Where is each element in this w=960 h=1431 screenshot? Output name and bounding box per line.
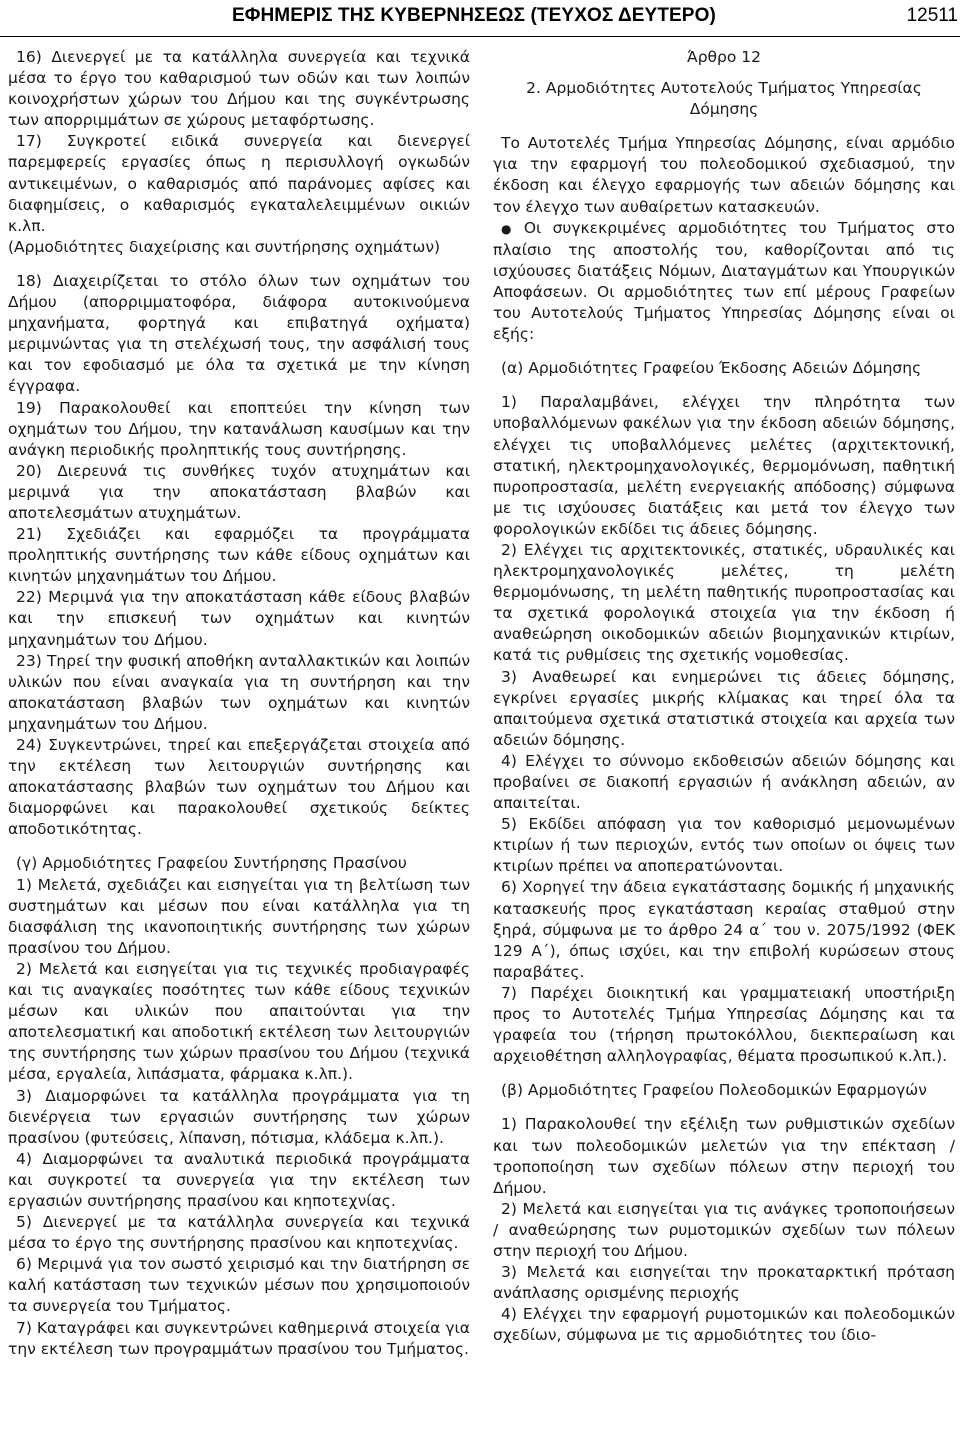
paragraph-23: 23) Τηρεί την φυσική αποθήκη ανταλλακτικών και λοιπών υλικών που είναι αναγκαία για τη συντήρηση και την αποκατάσταση βλαβών των οχημάτων και κινητών μηχανημάτων του Δήμου. <box>8 651 470 733</box>
green-item-2: 2) Μελετά και εισηγείται για τις τεχνικές προδιαγραφές και τις αναγκαίες ποσότητες των κάθε είδους τεχνικών μέσων και υλικών που απαιτούνται για την αποτελεσματική και αποδοτική εκτέλεση των λειτουργιών της συντήρησης των χώρων πρασίνου του Δήμου (τεχνικά μέσα, εργαλεία, λιπάσματα, φάρμακα κ.λπ.). <box>8 959 470 1084</box>
article-intro: Το Αυτοτελές Τμήμα Υπηρεσίας Δόμησης, είναι αρμόδιο για την εφαρμογή του πολεοδομικού σχεδιασμού, την έκδοση και έλεγχο εφαρμογής των αδειών δόμησης και τον έλεγχο των αυθαίρετων κατασκευών. <box>493 134 955 216</box>
article-subtitle: 2. Αρμοδιότητες Αυτοτελούς Τμήματος Υπηρεσίας Δόμησης <box>526 79 922 119</box>
paragraph-21: 21) Σχεδιάζει και εφαρμόζει τα προγράμματα προληπτικής συντήρησης των κάθε είδους οχημάτων και κινητών μηχανημάτων του Δήμου. <box>8 525 470 586</box>
paragraph-22: 22) Μεριμνά για την αποκατάσταση κάθε είδους βλαβών και την επισκευή των οχημάτων και κινητών μηχανημάτων του Δήμου. <box>8 588 470 649</box>
green-item-6: 6) Μεριμνά για τον σωστό χειρισμό και την διατήρηση σε καλή κατάσταση των τεχνικών μέσων που χρησιμοποιούν τα συνεργεία του Τμήματος. <box>8 1255 470 1316</box>
permits-item-2: 2) Ελέγχει τις αρχιτεκτονικές, στατικές, υδραυλικές και ηλεκτρομηχανολογικές μελέτες, τη μελέτη θερμομόνωσης, τη μελέτη παθητικής πυροπροστασίας και τα σχετικά φορολογικά στοιχεία για την έκδοση ή αναθεώρηση οικοδομικών αδειών βιομηχανικών κτιρίων, κατά τις ρυθμίσεις της σχετικής νομοθεσίας. <box>493 540 955 665</box>
bullet-paragraph <box>493 218 955 346</box>
permits-item-4: 4) Ελέγχει το σύννομο εκδοθεισών αδειών δόμησης και προβαίνει σε διακοπή εργασιών ή ανάκληση αδειών, αν απαιτείται. <box>493 751 955 813</box>
section-heading-planning: (β) Αρμοδιότητες Γραφείου Πολεοδομικών Εφαρμογών <box>501 1081 927 1100</box>
running-header <box>0 0 960 37</box>
paragraph-24: 24) Συγκεντρώνει, τηρεί και επεξεργάζεται στοιχεία από την εκτέλεση των λειτουργιών συντήρησης και αποκατάστασης βλαβών των οχημάτων του Δήμου και διαμορφώνει και παρακολουθεί σχετικούς δείκτες αποδοτικότητας. <box>8 736 470 839</box>
section-heading-permits: (α) Αρμοδιότητες Γραφείου Έκδοσης Αδειών Δόμησης <box>501 359 922 378</box>
gazette-title: ΕΦΗΜΕΡΙΣ ΤΗΣ ΚΥΒΕΡΝΗΣΕΩΣ (ΤΕΥΧΟΣ ΔΕΥΤΕΡΟ) <box>232 5 716 26</box>
green-item-5: 5) Διενεργεί με τα κατάλληλα συνεργεία και τεχνικά μέσα το έργο της συντήρησης πρασίνου και κηποτεχνίας. <box>8 1213 470 1253</box>
planning-item-1: 1) Παρακολουθεί την εξέλιξη των ρυθμιστικών σχεδίων και των πολεοδομικών μελετών για την επέκταση / τροποποίηση των σχεδίων πόλεων στην περιοχή του Δήμου. <box>493 1115 955 1197</box>
green-item-1: 1) Μελετά, σχεδιάζει και εισηγείται για τη βελτίωση των συστημάτων και μέσων που είναι κατάλληλα για τη διασφάλιση της ικανοποιητικής συντήρησης των χώρων πρασίνου του Δήμου. <box>8 875 470 957</box>
section-heading-green: (γ) Αρμοδιότητες Γραφείου Συντήρησης Πρασίνου <box>16 854 407 873</box>
permits-item-6: 6) Χορηγεί την άδεια εγκατάστασης δομικής ή μηχανικής κατασκευής προς εγκατάσταση κεραίας σταθμού στην ξηρά, σύμφωνα με το άρθρο 24 α΄ του ν. 2075/1992 (ΦΕΚ 129 Α΄), όπως ισχύει, και την επιβολή κυρώσεων στους παραβάτες. <box>493 878 955 981</box>
paragraph-18: 18) Διαχειρίζεται το στόλο όλων των οχημάτων του Δήμου (απορριμματοφόρα, διάφορα αυτοκινούμενα μηχανήματα, φορτηγά και επιβατηγά οχήματα) μεριμνώντας για τη στελέχωσή τους, την ασφάλισή τους και τον εφοδιασμό με όλα τα σχετικά με την κίνηση έγγραφα. <box>8 271 470 396</box>
paragraph-16: 16) Διενεργεί με τα κατάλληλα συνεργεία και τεχνικά μέσα το έργο του καθαρισμού των οδών και των λοιπών κοινοχρήστων χώρων του Δήμου και της συγκέντρωσης των απορριμμάτων σε χώρους μεταφόρτωσης. <box>8 48 470 130</box>
section-heading-vehicles: (Αρμοδιότητες διαχείρισης και συντήρησης οχημάτων) <box>8 237 441 256</box>
permits-item-3: 3) Αναθεωρεί και ενημερώνει τις άδειες δόμησης, εγκρίνει εργασίες μικρής κλίμακας και τηρεί όλα τα απαιτούμενα σχετικά στατιστικά στοιχεία και αρχεία των αδειών δόμησης. <box>493 667 955 749</box>
planning-item-2: 2) Μελετά και εισηγείται για τις ανάγκες τροποποιήσεων / αναθεώρησης των ρυμοτομικών σχεδίων των πόλεων στην περιοχή του Δήμου. <box>493 1199 955 1260</box>
right-column <box>493 47 955 1346</box>
left-column <box>8 47 470 1360</box>
green-item-3: 3) Διαμορφώνει τα κατάλληλα προγράμματα για τη διενέργεια των εργασιών συντήρησης των χώρων πρασίνου (φυτεύσεις, λίπανση, πότισμα, κλάδεμα κ.λπ.). <box>8 1086 470 1147</box>
permits-item-7: 7) Παρέχει διοικητική και γραμματειακή υποστήριξη προς το Αυτοτελές Τμήμα Υπηρεσίας Δόμησης και τα γραφεία του (τήρηση πρωτοκόλλου, διεκπεραίωση και αρχειοθέτηση αλληλογραφίας, θέματα προσωπικού κ.λπ.). <box>493 983 955 1066</box>
green-item-4: 4) Διαμορφώνει τα αναλυτικά περιοδικά προγράμματα και συγκροτεί τα συνεργεία για την εκτέλεση των εργασιών συντήρησης πρασίνου και κηποτεχνίας. <box>8 1149 470 1210</box>
page-number: 12511 <box>906 5 958 26</box>
paragraph-20: 20) Διερευνά τις συνθήκες τυχόν ατυχημάτων και μεριμνά για την αποκατάσταση βλαβών και αποτελεσμάτων ατυχημάτων. <box>8 461 470 522</box>
planning-item-4: 4) Ελέγχει την εφαρμογή ρυμοτομικών και πολεοδομικών σχεδίων, σύμφωνα με τις αρμοδιότητες του ίδιο- <box>493 1305 955 1345</box>
paragraph-19: 19) Παρακολουθεί και εποπτεύει την κίνηση των οχημάτων του Δήμου, την κατανάλωση καυσίμων και την ανάγκη περιοδικής προληπτικής τους συντήρησης. <box>8 398 470 459</box>
paragraph-17: 17) Συγκροτεί ειδικά συνεργεία και διενεργεί παρεμφερείς εργασίες όπως η περισυλλογή ογκωδών αντικειμένων, ο καθαρισμός από παράνομες αφίσες και διαφημίσεις, ο καθαρισμός εγκαταλελειμμένων οικιών κ.λπ. <box>8 132 470 235</box>
permits-item-1: 1) Παραλαμβάνει, ελέγχει την πληρότητα των υποβαλλόμενων φακέλων για την έκδοση αδειών δόμησης, ελέγχει τις υποβαλλόμενες μελέτες (αρχιτεκτονική, στατική, ηλεκτρομηχανολογικές, θερμομόνωση, παθητική πυροπροστασία, μελέτη ενεργειακής απόδοσης) σύμφωνα με τις ισχύουσες διατάξεις και μετά τον έλεγχο των φορολογικών εκδίδει τις άδειες δόμησης. <box>493 393 955 538</box>
planning-item-3: 3) Μελετά και εισηγείται την προκαταρκτική πρόταση ανάπλασης ορισμένης περιοχής <box>493 1263 955 1303</box>
bullet-icon: ● <box>501 221 518 236</box>
article-heading: Άρθρο 12 <box>686 48 762 66</box>
bullet-text: Οι συγκεκριμένες αρμοδιότητες του Τμήματος στο πλαίσιο της αποστολής του, καθορίζονται από τις ισχύουσες διατάξεις Νόμων, Διαταγμάτων και Υπουργικών Αποφάσεων. Οι αρμοδιότητες των επί μέρους Γραφείων του Αυτοτελούς Τμήματος Υπηρεσίας Δόμησης είναι οι εξής: <box>493 218 955 344</box>
green-item-7: 7) Καταγράφει και συγκεντρώνει καθημερινά στοιχεία για την εκτέλεση των προγραμμάτων πρασίνου του Τμήματος. <box>8 1318 470 1358</box>
permits-item-5: 5) Εκδίδει απόφαση για τον καθορισμό μεμονωμένων κτιρίων ή των περιοχών, εντός των οποίων οι όψεις των κτιρίων πρέπει να αποπερατώνονται. <box>493 815 955 876</box>
